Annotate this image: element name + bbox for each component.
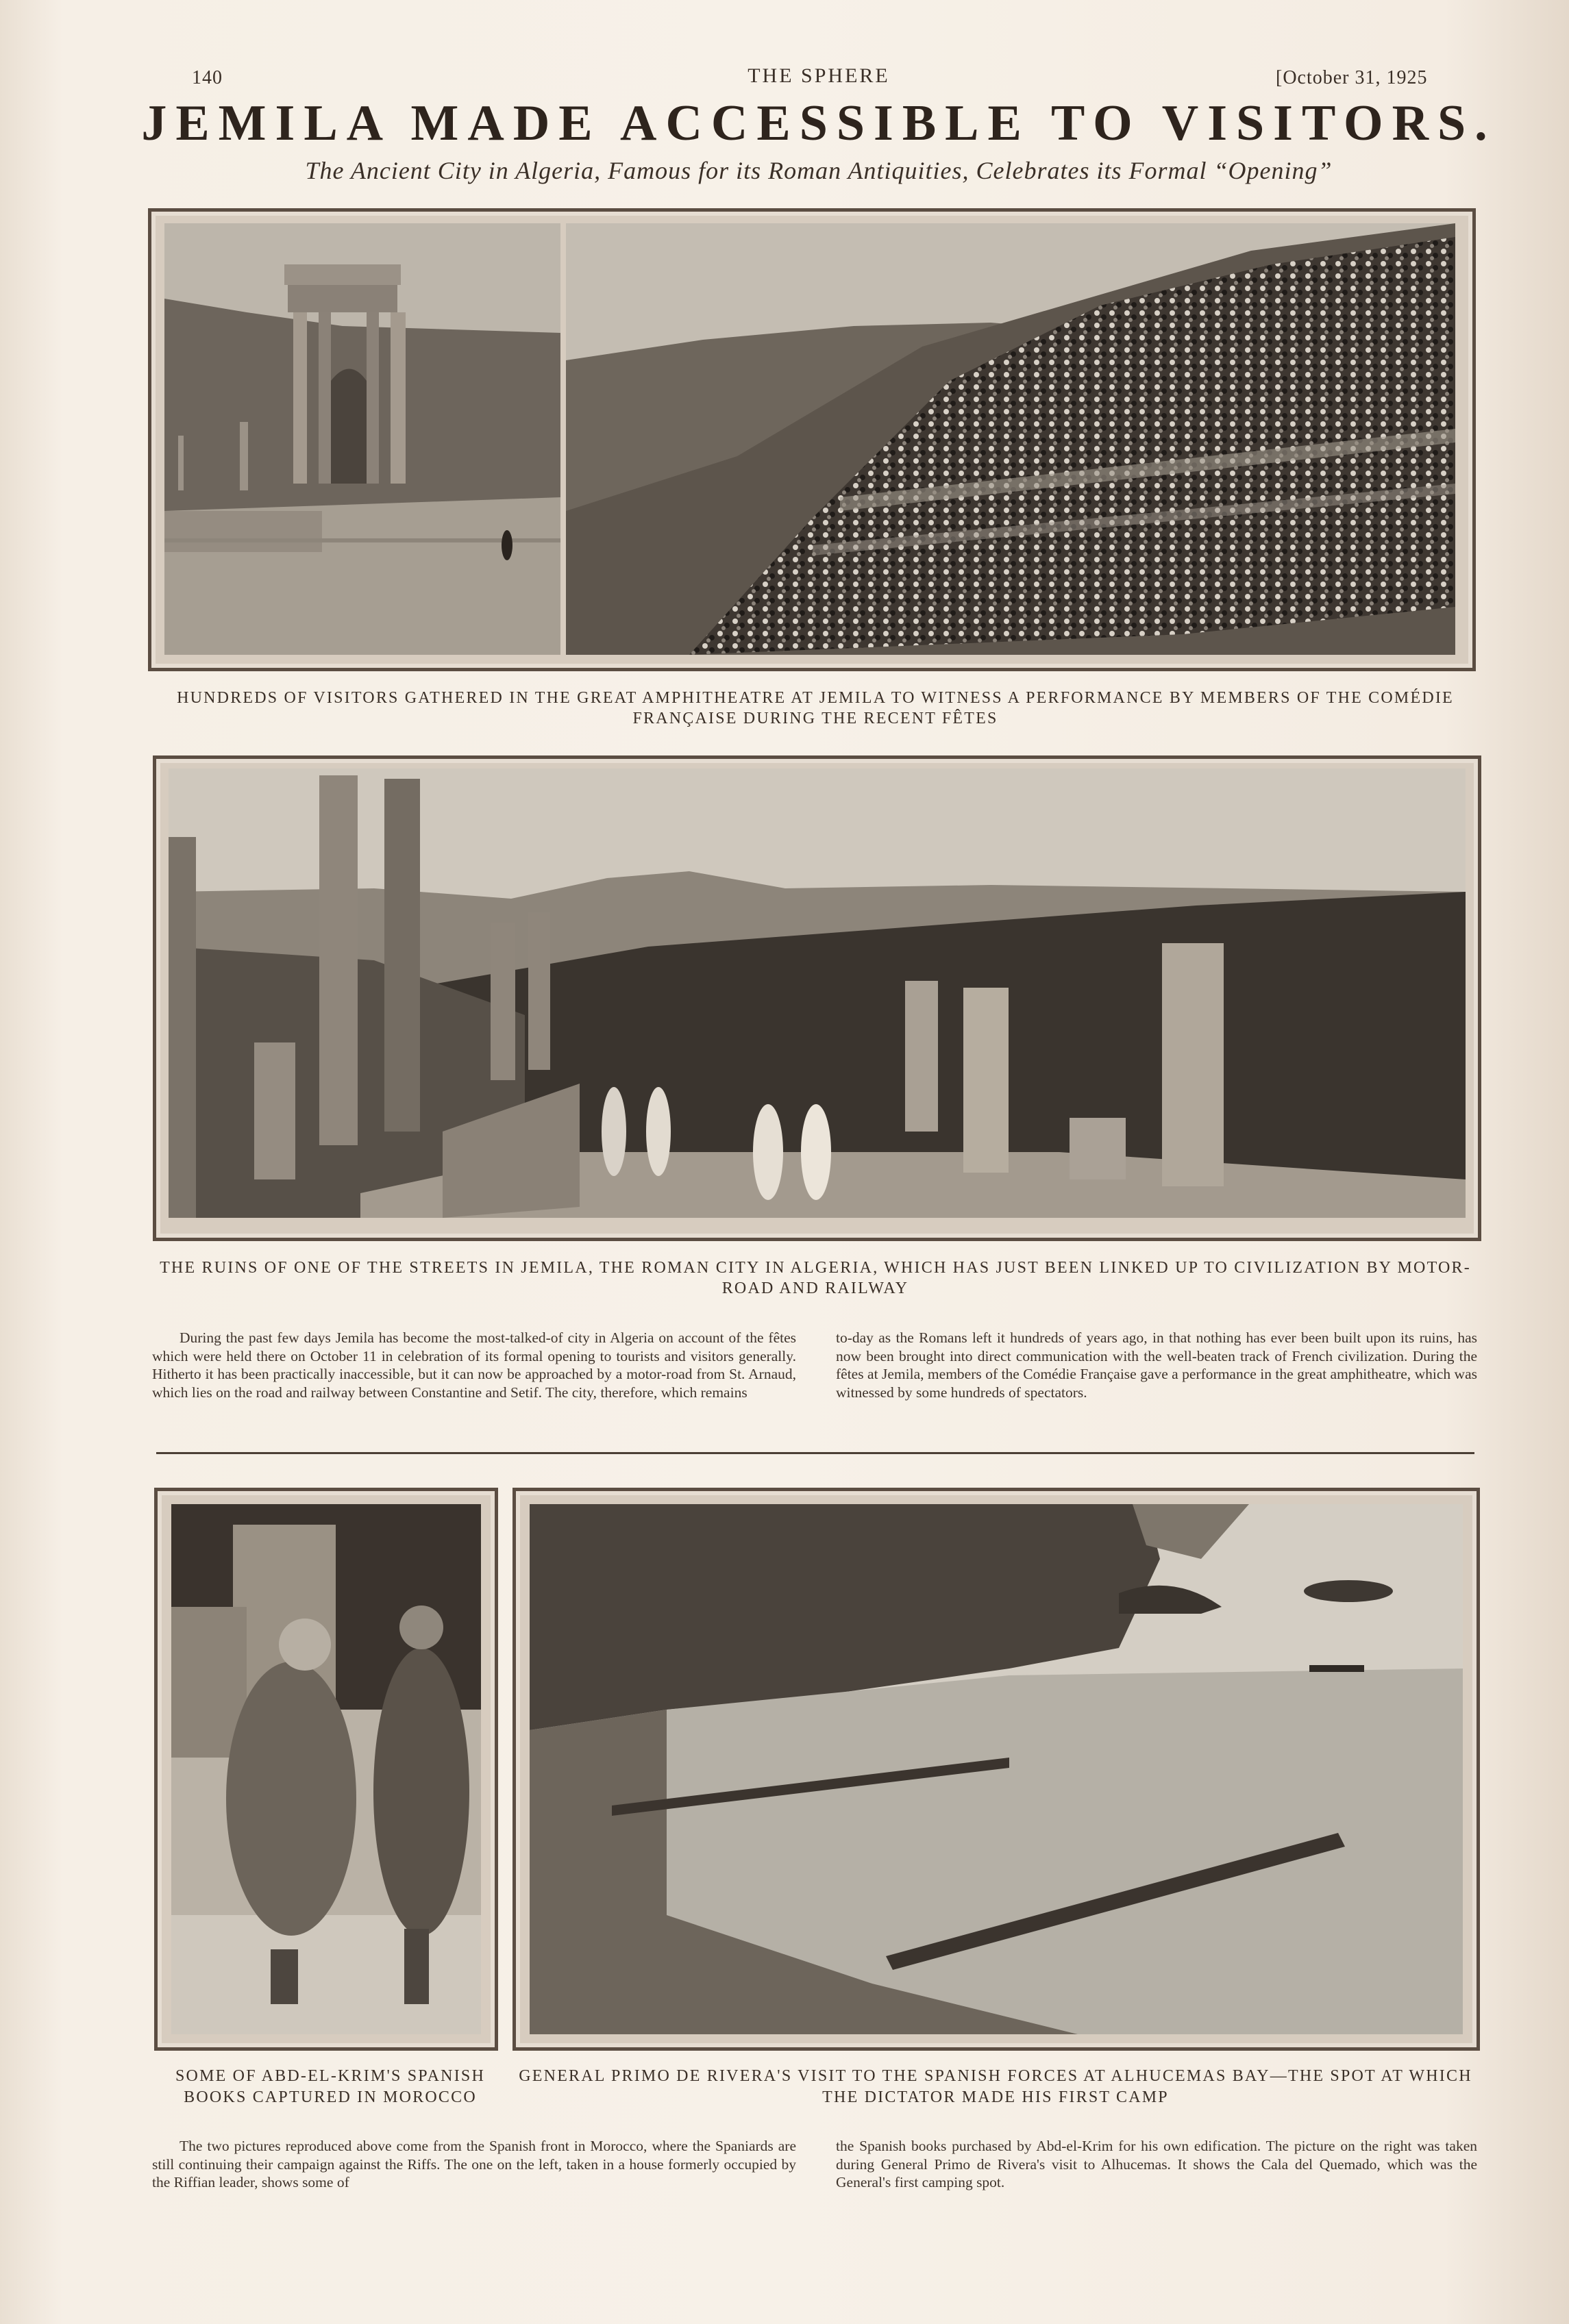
article-1-column-2: to-day as the Romans left it hundreds of years ago, in that nothing has ever been built upon its ruins, has now been brought into direct communication with the well-beaten track of French civilization. During the fêtes at Jemila, members of the Comédie Française gave a performance in the great amphitheatre, which was witnessed by some hundreds of spectators. xyxy=(836,1329,1477,1401)
page-number: 140 xyxy=(192,67,223,88)
article-2-column-1: The two pictures reproduced above come from the Spanish front in Morocco, where the Spaniards are still continuing their campaign against the Riffs. The one on the left, taken in a house formerly occupied by the Riffian leader, shows some of xyxy=(152,2138,796,2191)
article-2-column-2: the Spanish books purchased by Abd-el-Krim for his own edification. The picture on the right was taken during General Primo de Rivera's visit to Alhucemas. It shows the Cala del Quemado, which was the General's first camping spot. xyxy=(836,2138,1477,2191)
page-subtitle: The Ancient City in Algeria, Famous for its Roman Antiquities, Celebrates its Formal “Opening” xyxy=(305,157,1333,184)
amphitheatre-caption: HUNDREDS OF VISITORS GATHERED IN THE GREAT AMPHITHEATRE AT JEMILA TO WITNESS A PERFORMANCE BY MEMBERS OF THE COMÉDIE FRANÇAISE DURING THE RECENT FÊTES xyxy=(177,689,1454,727)
ruins-photo xyxy=(169,769,1466,1218)
bay-caption: GENERAL PRIMO DE RIVERA'S VISIT TO THE SPANISH FORCES AT ALHUCEMAS BAY—THE SPOT AT WHICH THE DICTATOR MADE HIS FIRST CAMP xyxy=(519,2067,1472,2107)
arch-photo xyxy=(164,223,560,655)
publication-name: THE SPHERE xyxy=(748,64,890,87)
issue-date: [October 31, 1925 xyxy=(1276,67,1428,88)
section-divider xyxy=(156,1452,1474,1454)
bay-photo xyxy=(530,1504,1463,2034)
page-title: JEMILA MADE ACCESSIBLE TO VISITORS. xyxy=(141,95,1496,151)
books-photo xyxy=(171,1504,481,2034)
article-1-column-1: During the past few days Jemila has become the most-talked-of city in Algeria on account of the fêtes which were held there on October 11 in celebration of its formal opening to tourists and visitors generally. Hitherto it has been practically inaccessible, but it can now be approached by a motor-road from St. Arnaud, which lies on the road and railway between Constantine and Setif. The city, therefore, which remains xyxy=(152,1329,796,1401)
ruins-caption: THE RUINS OF ONE OF THE STREETS IN JEMILA, THE ROMAN CITY IN ALGERIA, WHICH HAS JUST BEEN LINKED UP TO CIVILIZATION BY MOTOR-ROAD AND RAILWAY xyxy=(160,1259,1471,1297)
books-caption: SOME OF ABD-EL-KRIM'S SPANISH BOOKS CAPTURED IN MOROCCO xyxy=(175,2067,485,2107)
amphitheatre-photo xyxy=(566,223,1455,655)
